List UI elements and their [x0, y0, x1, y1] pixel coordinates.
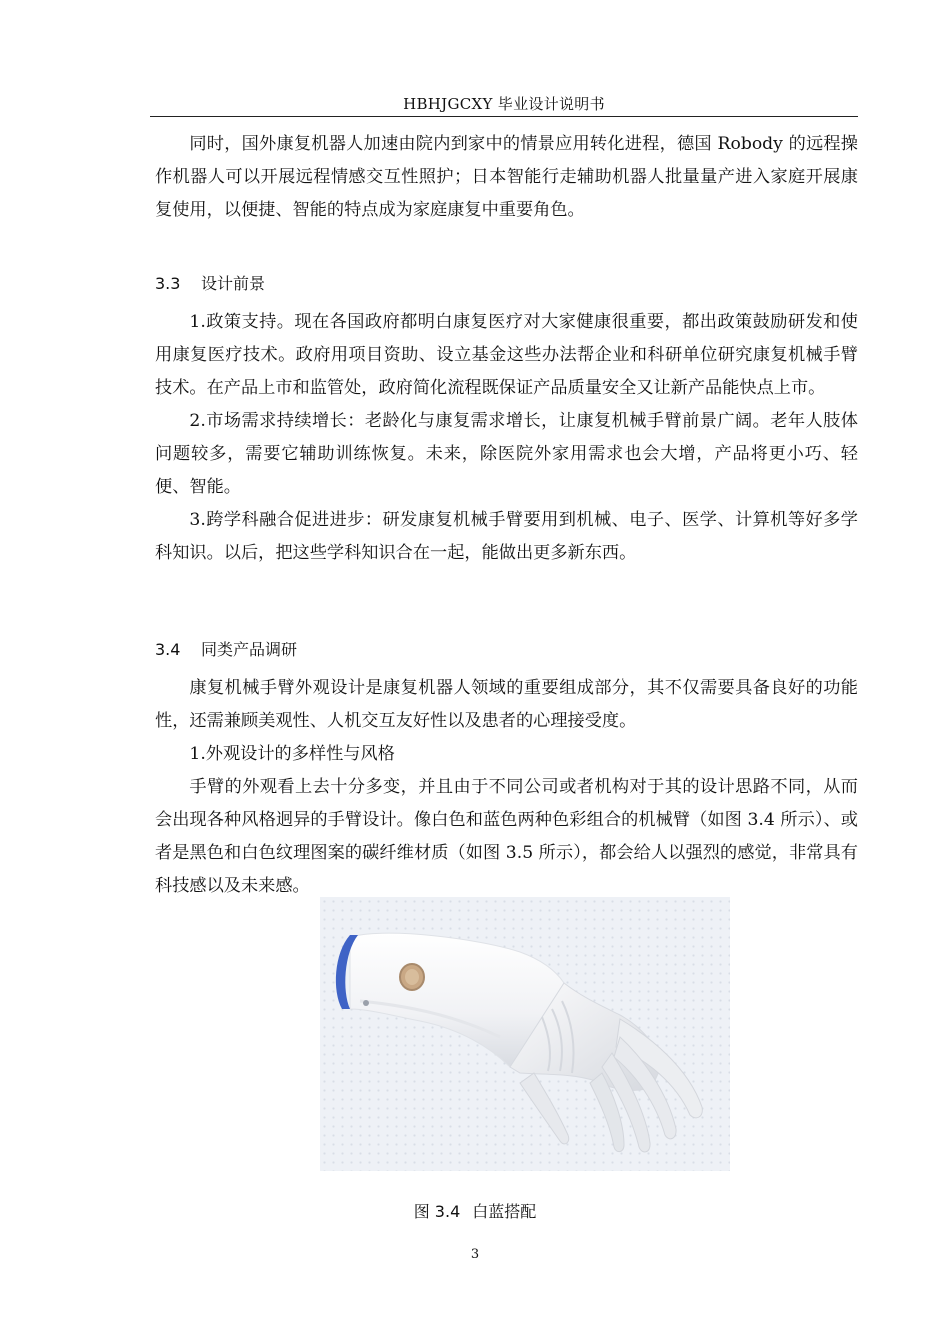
- section-3-4-heading: [155, 637, 297, 660]
- header-rule: [150, 116, 858, 117]
- market-paragraph: 2.市场需求持续增长：老龄化与康复需求增长，让康复机械手臂前景广阔。老年人肢体问题较多，需要它辅助训练恢复。未来，除医院外家用需求也会大增，产品将更小巧、轻便、智能。: [155, 411, 858, 497]
- interdisciplinary-paragraph: 3.跨学科融合促进进步：研发康复机械手臂要用到机械、电子、医学、计算机等好多学科知识。以后，把这些学科知识合在一起，能做出更多新东西。: [155, 510, 858, 563]
- figure-3-4-image: [320, 897, 730, 1171]
- robotic-hand-illustration: [320, 897, 730, 1171]
- section-3-3-title: 设计前景: [201, 274, 266, 293]
- intro-paragraph: 同时，国外康复机器人加速由院内到家中的情景应用转化进程，德国 Robody 的远程操作机器人可以开展远程情感交互性照护；日本智能行走辅助机器人批量量产进入家庭开展康复使用，以便捷、智能的特点成为家庭康复中重要角色。: [155, 134, 858, 220]
- section-3-3-number: 3.3: [155, 274, 181, 293]
- running-header: HBHJGCXY 毕业设计说明书: [403, 95, 605, 113]
- section-3-4-body: [155, 672, 858, 903]
- section-3-4-intro: 康复机械手臂外观设计是康复机器人领域的重要组成部分，其不仅需要具备良好的功能性，还需兼顾美观性、人机交互友好性以及患者的心理接受度。: [155, 678, 858, 731]
- policy-paragraph: 1.政策支持。现在各国政府都明白康复医疗对大家健康很重要，都出政策鼓励研发和使用康复医疗技术。政府用项目资助、设立基金这些办法帮企业和科研单位研究康复机械手臂技术。在产品上市和监管处，政府简化流程既保证产品质量安全又让新产品能快点上市。: [155, 312, 858, 398]
- figure-caption: [0, 1199, 950, 1222]
- section-3-3-heading: [155, 271, 265, 294]
- figure-label: 图 3.4: [413, 1202, 461, 1221]
- section-3-4-subheading: 1.外观设计的多样性与风格: [189, 744, 395, 764]
- section-3-4-paragraph: 手臂的外观看上去十分多变，并且由于不同公司或者机构对于其的设计思路不同，从而会出现各种风格迥异的手臂设计。像白色和蓝色两种色彩组合的机械臂（如图 3.4 所示）、或者是黑色和白色纹理图案的碳纤维材质（如图 3.5 所示），都会给人以强烈的感觉，非常具有科技感以及未来感。: [155, 777, 858, 896]
- page-number: 3: [470, 1247, 480, 1262]
- section-3-4-title: 同类产品调研: [201, 640, 298, 659]
- section-3-3-body: [155, 306, 858, 570]
- figure-caption-text: 白蓝搭配: [472, 1202, 537, 1221]
- intro-block: [155, 128, 858, 227]
- section-3-4-number: 3.4: [155, 640, 181, 659]
